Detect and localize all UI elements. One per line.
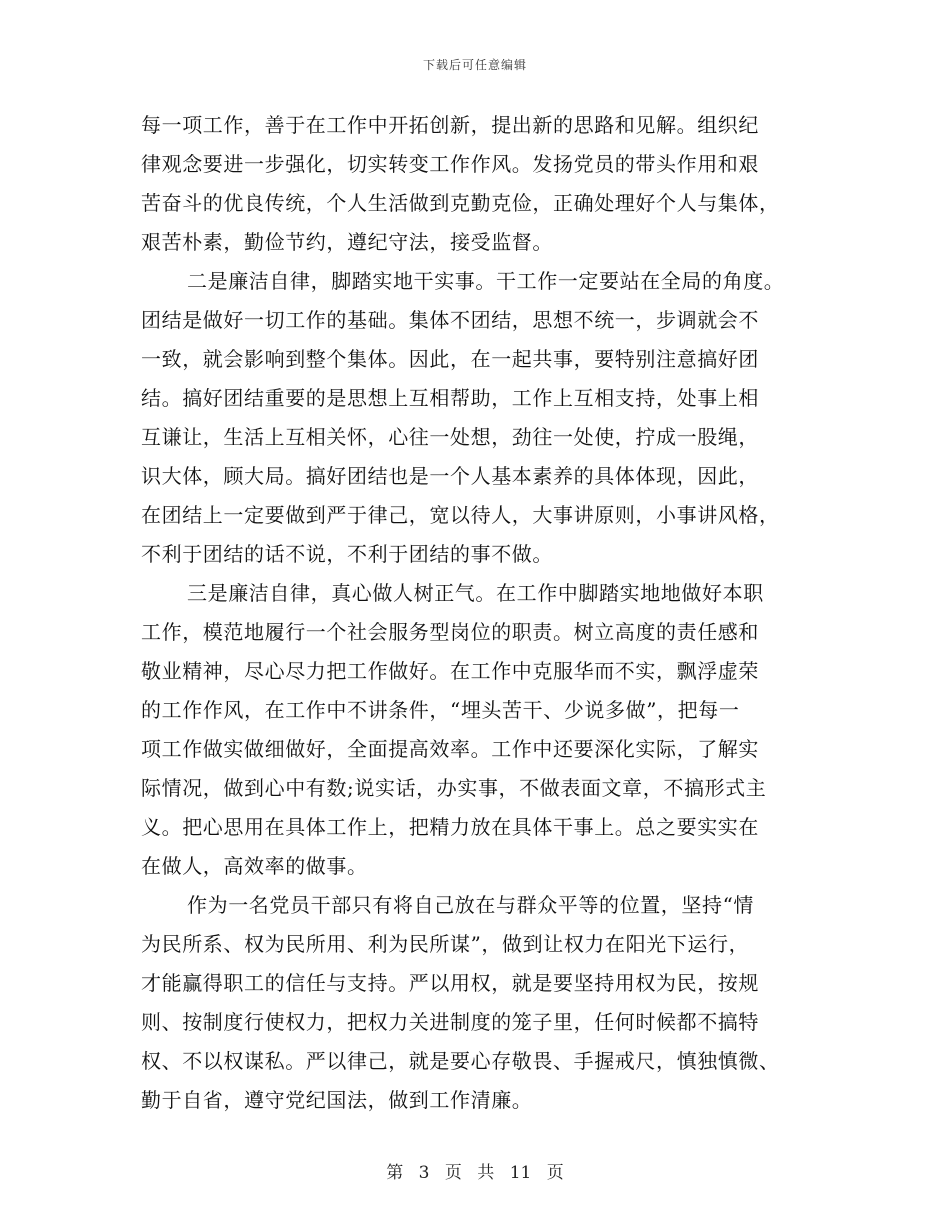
- paragraph-first-line: 三是廉洁自律，真心做人树正气。在工作中脚踏实地地做好本职: [187, 581, 764, 605]
- footer-current-page: 3: [418, 1163, 430, 1183]
- paragraph-first-line: 二是廉洁自律，脚踏实地干实事。干工作一定要站在全局的角度。: [187, 269, 785, 293]
- footer-total-pages: 11: [509, 1163, 532, 1183]
- text-line: 一致，就会影响到整个集体。因此，在一起共事，要特别注意搞好团: [141, 347, 759, 371]
- text-line: 苦奋斗的优良传统，个人生活做到克勤克俭，正确处理好个人与集体，: [141, 191, 780, 215]
- footer-page-unit-end: 页: [546, 1163, 564, 1183]
- footer-page-unit: 页: [444, 1163, 462, 1183]
- text-line: 勤于自省，遵守党纪国法，做到工作清廉。: [141, 1088, 533, 1112]
- text-line: 权、不以权谋私。严以律己，就是要心存敬畏、手握戒尺，慎独慎微、: [141, 1049, 780, 1073]
- text-line: 互谦让，生活上互相关怀，心往一处想，劲往一处使，拧成一股绳，: [141, 425, 759, 449]
- text-line: 工作，模范地履行一个社会服务型岗位的职责。树立高度的责任感和: [141, 620, 759, 644]
- text-line: 则、按制度行使权力，把权力关进制度的笼子里，任何时候都不搞特: [141, 1010, 759, 1034]
- text-line: 不利于团结的话不说，不利于团结的事不做。: [141, 542, 553, 566]
- text-line: 项工作做实做细做好，全面提高效率。工作中还要深化实际，了解实: [141, 737, 759, 761]
- text-line: 为民所系、权为民所用、利为民所谋”，做到让权力在阳光下运行，: [141, 932, 750, 956]
- footer-page-label: 第: [386, 1163, 404, 1183]
- page-footer: [0, 1158, 950, 1183]
- text-line: 律观念要进一步强化，切实转变工作作风。发扬党员的带头作用和艰: [141, 152, 759, 176]
- text-line: 义。把心思用在具体工作上，把精力放在具体干事上。总之要实实在: [141, 815, 759, 839]
- document-body: [141, 106, 821, 1120]
- text-line: 每一项工作，善于在工作中开拓创新，提出新的思路和见解。组织纪: [141, 113, 759, 137]
- text-line: 的工作作风，在工作中不讲条件，“埋头苦干、少说多做”，把每一: [141, 698, 740, 722]
- text-line: 在做人，高效率的做事。: [141, 854, 368, 878]
- text-line: 结。搞好团结重要的是思想上互相帮助，工作上互相支持，处事上相: [141, 386, 759, 410]
- text-line: 在团结上一定要做到严于律己，宽以待人，大事讲原则，小事讲风格，: [141, 503, 780, 527]
- paragraph-first-line: 作为一名党员干部只有将自己放在与群众平等的位置，坚持“情: [187, 893, 755, 917]
- footer-total-label: 共: [477, 1163, 495, 1183]
- text-line: 际情况，做到心中有数;说实话，办实事，不做表面文章，不搞形式主: [141, 776, 767, 800]
- text-line: 识大体，顾大局。搞好团结也是一个人基本素养的具体体现，因此，: [141, 464, 759, 488]
- text-line: 敬业精神，尽心尽力把工作做好。在工作中克服华而不实，飘浮虚荣: [141, 659, 759, 683]
- text-line: 才能赢得职工的信任与支持。严以用权，就是要坚持用权为民，按规: [141, 971, 759, 995]
- page-header-note: 下载后可任意编辑: [422, 58, 527, 72]
- text-line: 团结是做好一切工作的基础。集体不团结，思想不统一，步调就会不: [141, 308, 759, 332]
- text-line: 艰苦朴素，勤俭节约，遵纪守法，接受监督。: [141, 230, 553, 254]
